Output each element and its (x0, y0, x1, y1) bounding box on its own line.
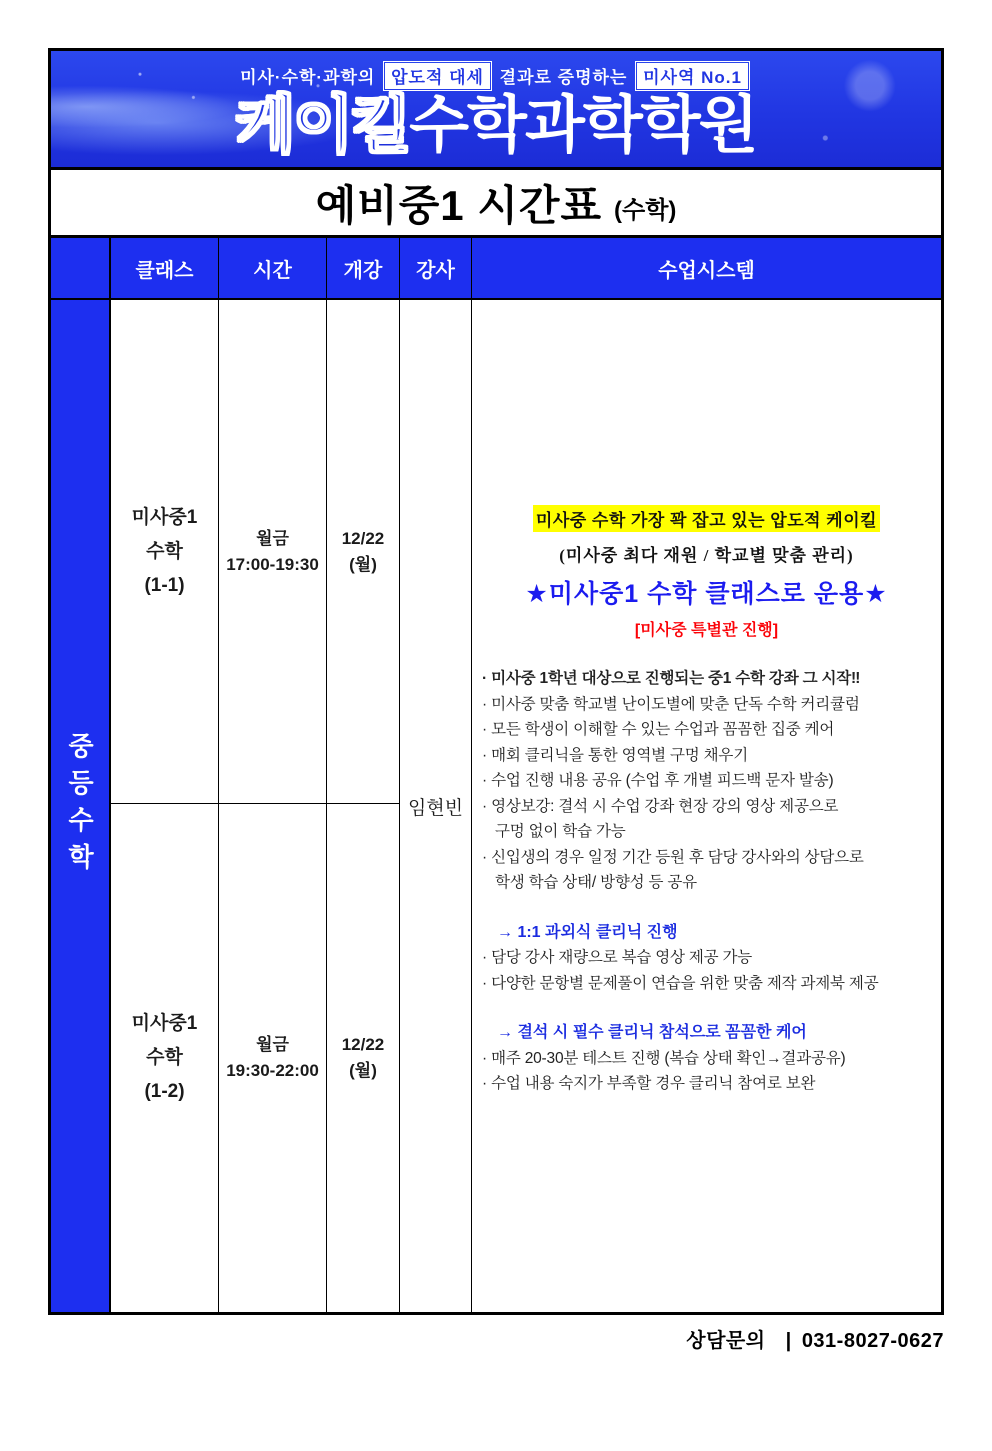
bullet-item: · 수업 내용 숙지가 부족할 경우 클리닉 참여로 보완 (482, 1075, 816, 1092)
time-range: 19:30-22:00 (226, 1061, 319, 1080)
bullet-item-continued: 구멍 없이 학습 가능 (495, 823, 626, 840)
system-highlight: 미사중 수학 가장 꽉 잡고 있는 압도적 케이킬 (533, 505, 880, 532)
bullet-item: · 다양한 문항별 문제풀이 연습을 위한 맞춤 제작 과제북 제공 (482, 974, 879, 992)
bullet-item-continued: 학생 학습 상태/ 방향성 등 공유 (495, 874, 697, 891)
bullet-item: · 모든 학생이 이해할 수 있는 수업과 꼼꼼한 집중 케어 (482, 721, 835, 738)
page-title: 예비중1 시간표 (315, 181, 603, 229)
header-cell-start: 개강 (327, 238, 400, 300)
class-cell-2 (111, 804, 219, 1312)
arrow-note-clinic: → 1:1 과외식 클리닉 진행 (497, 923, 678, 941)
header-cell-teacher: 강사 (400, 238, 472, 300)
header-cell-category (51, 238, 111, 300)
arrow-note-absence: → 결석 시 필수 클리닉 참석으로 꼼꼼한 케어 (497, 1024, 807, 1041)
system-star-line: ★미사중1 수학 클래스로 운용★ (525, 580, 888, 608)
start-date: 12/22 (341, 528, 385, 548)
tagline-text-1: 미사·수학·과학의 (240, 68, 376, 87)
class-name-line: 수학 (146, 540, 183, 562)
footer-contact (48, 1324, 944, 1353)
page-title-subject: (수학) (614, 197, 677, 224)
time-days: 월금 (256, 1035, 289, 1054)
time-days: 월금 (256, 528, 289, 548)
footer-contact-label: 상담문의 (686, 1330, 766, 1352)
phone-number: 031-8027-0627 (801, 1330, 944, 1352)
category-cell (51, 300, 111, 1312)
class-name-line: 수학 (146, 1047, 183, 1068)
bullet-item: · 미사중 1학년 대상으로 진행되는 중1 수학 강좌 그 시작‼ (482, 670, 861, 687)
bullet-item: · 영상보강: 결석 시 수업 강좌 현장 강의 영상 제공으로 (482, 797, 839, 815)
category-label: 중등수학 (64, 732, 95, 880)
bullet-item: · 매회 클리닉을 통한 영역별 구멍 채우기 (482, 746, 748, 764)
start-day: (월) (349, 554, 377, 574)
class-name-line: 미사중1 (131, 506, 198, 528)
class-name-line: (1-2) (144, 1081, 185, 1102)
tagline-badge-1: 압도적 대세 (385, 63, 490, 89)
start-date-cell-2 (327, 804, 400, 1312)
bullet-item: · 담당 강사 재량으로 복습 영상 제공 가능 (482, 949, 753, 966)
teacher-name: 임현빈 (407, 797, 464, 819)
brand-banner (48, 48, 944, 170)
timetable (48, 238, 944, 1315)
bullet-item: · 매주 20-30분 테스트 진행 (복습 상태 확인→결과공유) (482, 1049, 846, 1067)
bullet-item: · 신입생의 경우 일정 기간 등원 후 담당 강사와의 상담으로 (482, 848, 864, 866)
brand-logo-accent: 케이킬 (235, 91, 410, 160)
class-cell-1 (111, 300, 219, 804)
footer-divider: | (785, 1330, 792, 1352)
time-range: 17:00-19:30 (226, 554, 319, 574)
tagline-badge-2: 미사역 No.1 (637, 63, 748, 89)
header-cell-system: 수업시스템 (472, 238, 941, 300)
time-cell-2 (219, 804, 327, 1312)
page-title-bar (48, 170, 944, 238)
start-date-cell-1 (327, 300, 400, 804)
class-name-line: 미사중1 (131, 1013, 198, 1034)
poster-page (48, 48, 944, 1353)
bullet-item: · 수업 진행 내용 공유 (수업 후 개별 피드백 문자 발송) (482, 772, 834, 789)
system-paren-note: (미사중 최다 재원 / 학교별 맞춤 관리) (559, 546, 854, 565)
class-name-line: (1-1) (144, 574, 185, 596)
teacher-cell (400, 300, 472, 1312)
header-cell-time: 시간 (219, 238, 327, 300)
time-cell-1 (219, 300, 327, 804)
system-special-note: [미사중 특별관 진행] (634, 622, 779, 639)
header-cell-class: 클래스 (111, 238, 219, 300)
start-day: (월) (349, 1061, 377, 1080)
start-date: 12/22 (341, 1035, 385, 1054)
bullet-item: · 미사중 맞춤 학교별 난이도별에 맞춘 단독 수학 커리큘럼 (482, 695, 860, 713)
brand-logo (235, 91, 757, 160)
banner-tagline (240, 63, 752, 89)
brand-logo-rest: 수학과학학원 (409, 91, 757, 160)
system-highlight-line (482, 505, 931, 532)
tagline-text-2: 결과로 증명하는 (499, 68, 628, 87)
system-cell (472, 300, 941, 1312)
